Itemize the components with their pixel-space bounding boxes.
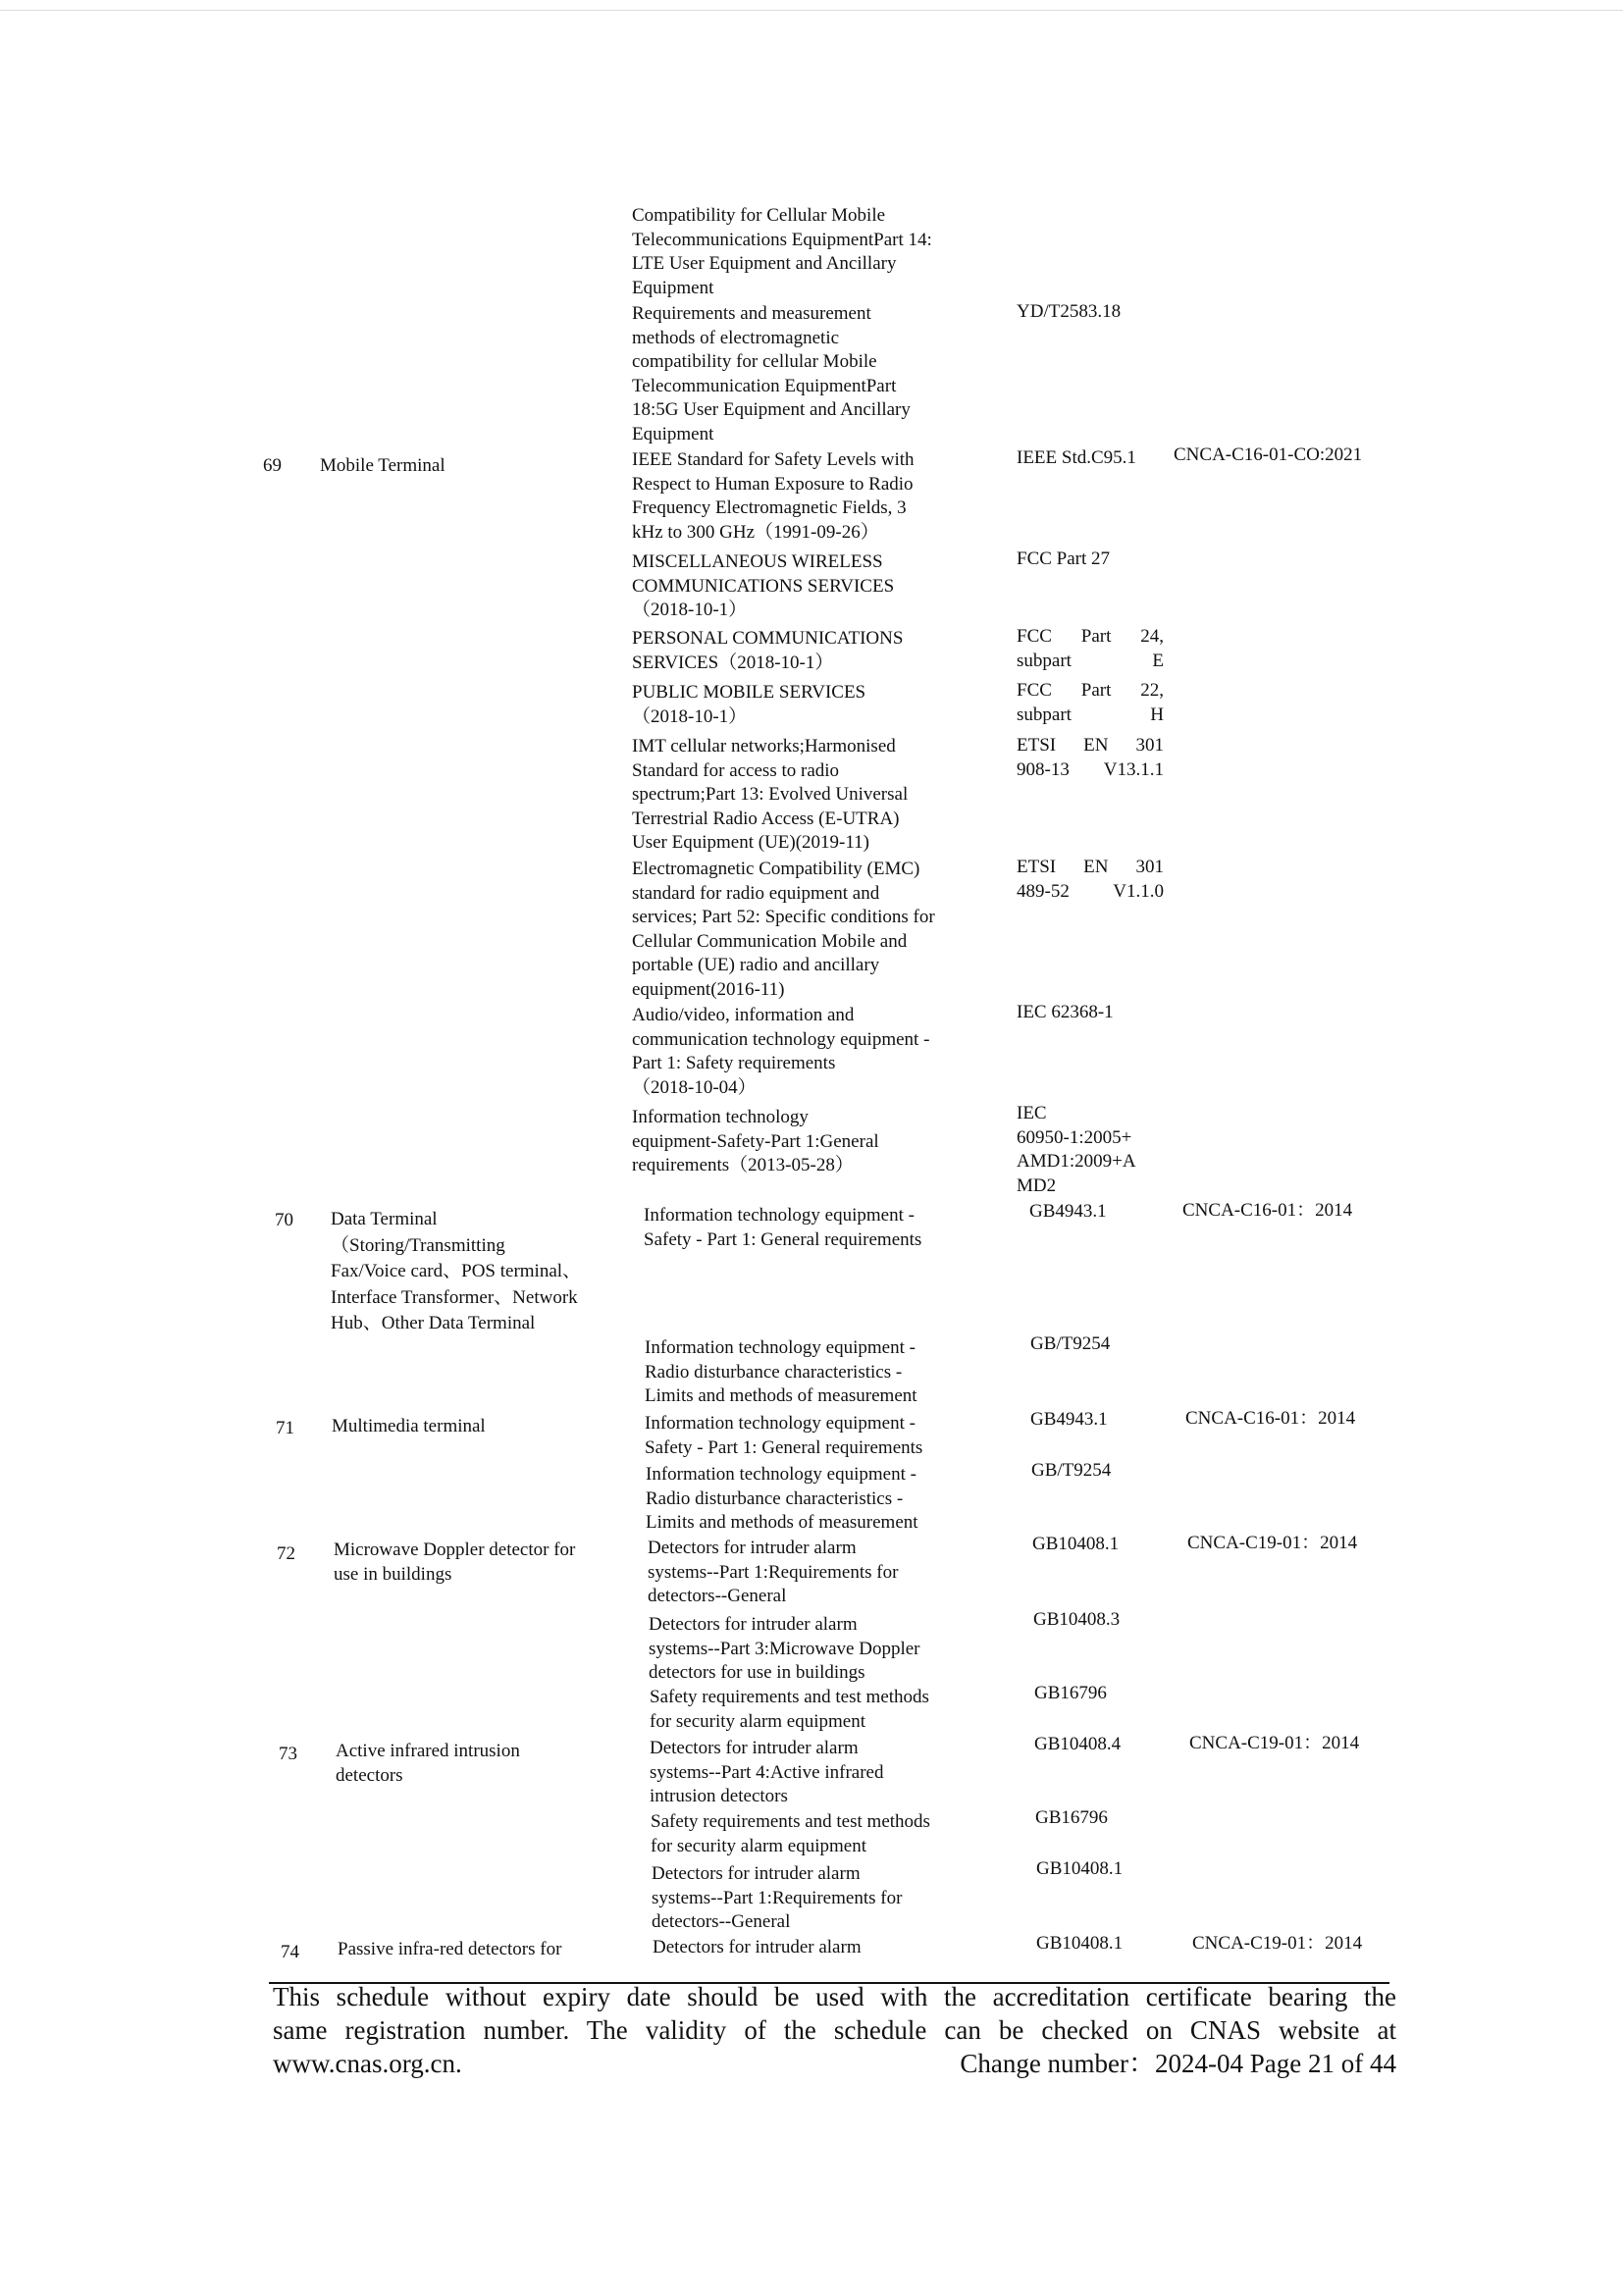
- scan-edge-line: [0, 10, 1623, 11]
- product-name: Data Terminal （Storing/Transmitting Fax/Voice card、POS terminal、 Interface Transformer、Network Hub、Other Data Terminal: [331, 1209, 582, 1333]
- standard-title: Detectors for intruder alarm systems--Part 4:Active infrared intrusion detectors: [650, 1738, 884, 1806]
- standard-number: FCC Part 27: [1017, 548, 1111, 569]
- standard-number: IEEE Std.C95.1: [1017, 447, 1136, 468]
- standard-title: Detectors for intruder alarm: [653, 1937, 862, 1957]
- implementation-rule: CNCA-C19-01：2014: [1189, 1733, 1360, 1753]
- standard-number: GB10408.1: [1032, 1534, 1120, 1554]
- standard-number: GB4943.1: [1029, 1201, 1107, 1222]
- footer-line-3: [273, 2047, 1396, 2080]
- standard-title: Information technology equipment - Radio disturbance characteristics - Limits and methods of measurement: [645, 1337, 917, 1406]
- product-name: Passive infra-red detectors for: [338, 1939, 562, 1959]
- standard-number: GB16796: [1035, 1807, 1108, 1828]
- product-name: Mobile Terminal: [320, 455, 445, 476]
- standard-number: GB4943.1: [1030, 1409, 1108, 1430]
- standard-title: PUBLIC MOBILE SERVICES （2018-10-1）: [632, 682, 866, 727]
- standard-title: Safety requirements and test methods for security alarm equipment: [651, 1811, 930, 1856]
- item-number: 73: [279, 1744, 297, 1764]
- standard-number: ETSI EN 301 489-52 V1.1.0: [1017, 857, 1164, 902]
- standard-number: ETSI EN 301 908-13 V13.1.1: [1017, 735, 1164, 780]
- standard-number: YD/T2583.18: [1017, 301, 1122, 322]
- item-number: 71: [276, 1418, 294, 1438]
- cnas-website-link[interactable]: www.cnas.org.cn.: [273, 2049, 462, 2078]
- standard-title: IMT cellular networks;Harmonised Standard for access to radio spectrum;Part 13: Evolved Universal Terrestrial Radio Access (E-UTRA) User Equipment (UE)(2019-11): [632, 736, 909, 853]
- standard-number: FCC Part 22, subpart H: [1017, 680, 1164, 725]
- product-name: Multimedia terminal: [332, 1416, 486, 1436]
- standard-title: Electromagnetic Compatibility (EMC) standard for radio equipment and services; Part 52: Specific conditions for Cellular Communication Mobile and portable (UE) radio and ancillary equipment(2016-11): [632, 859, 935, 1000]
- standard-number: FCC Part 24, subpart E: [1017, 626, 1164, 671]
- product-name: Active infrared intrusion detectors: [336, 1741, 520, 1786]
- standard-title: Requirements and measurement methods of electromagnetic compatibility for cellular Mobile Telecommunication EquipmentPart 18:5G User Equipment and Ancillary Equipment: [632, 303, 911, 444]
- standard-title: Detectors for intruder alarm systems--Part 1:Requirements for detectors--General: [648, 1538, 899, 1606]
- item-number: 70: [275, 1210, 293, 1230]
- standard-title: Compatibility for Cellular Mobile Telecommunications EquipmentPart 14: LTE User Equipment and Ancillary Equipment: [632, 205, 932, 298]
- standard-title: Audio/video, information and communication technology equipment - Part 1: Safety requirements （2018-10-04）: [632, 1005, 930, 1098]
- standard-number: GB/T9254: [1031, 1460, 1112, 1481]
- standard-title: Information technology equipment - Radio disturbance characteristics - Limits and methods of measurement: [646, 1464, 918, 1533]
- standard-title: IEEE Standard for Safety Levels with Respect to Human Exposure to Radio Frequency Electromagnetic Fields, 3 kHz to 300 GHz（1991-09-26）: [632, 449, 915, 543]
- item-number: 72: [277, 1543, 295, 1564]
- standard-title: Detectors for intruder alarm systems--Part 1:Requirements for detectors--General: [652, 1863, 903, 1932]
- item-number: 74: [281, 1942, 299, 1962]
- standard-number: GB16796: [1034, 1683, 1107, 1703]
- standard-title: Safety requirements and test methods for security alarm equipment: [650, 1687, 929, 1732]
- implementation-rule: CNCA-C19-01：2014: [1187, 1533, 1358, 1553]
- standard-number: GB10408.4: [1034, 1734, 1122, 1754]
- standard-title: Information technology equipment - Safety - Part 1: General requirements: [645, 1413, 923, 1458]
- footer-note: [273, 1980, 1396, 2080]
- standard-title: PERSONAL COMMUNICATIONS SERVICES（2018-10-1）: [632, 628, 904, 673]
- implementation-rule: CNCA-C16-01-CO:2021: [1174, 444, 1363, 465]
- product-name: Microwave Doppler detector for use in buildings: [334, 1539, 576, 1585]
- standard-title: Detectors for intruder alarm systems--Part 3:Microwave Doppler detectors for use in buildings: [649, 1614, 920, 1683]
- standard-number: IEC 62368-1: [1017, 1002, 1114, 1022]
- standard-number: GB10408.3: [1033, 1609, 1121, 1630]
- footer-line-1: This schedule without expiry date should be used with the accreditation certificate bearing the: [273, 1982, 1396, 2011]
- standard-number: GB10408.1: [1036, 1858, 1124, 1879]
- implementation-rule: CNCA-C16-01：2014: [1185, 1408, 1356, 1429]
- item-number: 69: [263, 455, 282, 476]
- standard-title: MISCELLANEOUS WIRELESS COMMUNICATIONS SERVICES （2018-10-1）: [632, 551, 895, 620]
- standard-number: IEC 60950-1:2005+ AMD1:2009+A MD2: [1017, 1103, 1136, 1196]
- standard-title: Information technology equipment-Safety-Part 1:General requirements（2013-05-28）: [632, 1107, 879, 1175]
- standard-number: GB10408.1: [1036, 1933, 1124, 1954]
- standard-title: Information technology equipment - Safety - Part 1: General requirements: [644, 1205, 922, 1250]
- standard-number: GB/T9254: [1030, 1333, 1111, 1354]
- implementation-rule: CNCA-C19-01：2014: [1192, 1933, 1363, 1954]
- footer-line-2: same registration number. The validity of the schedule can be checked on CNAS website at: [273, 2015, 1396, 2045]
- page-info: Change number：2024-04 Page 21 of 44: [960, 2049, 1396, 2078]
- implementation-rule: CNCA-C16-01：2014: [1182, 1200, 1353, 1221]
